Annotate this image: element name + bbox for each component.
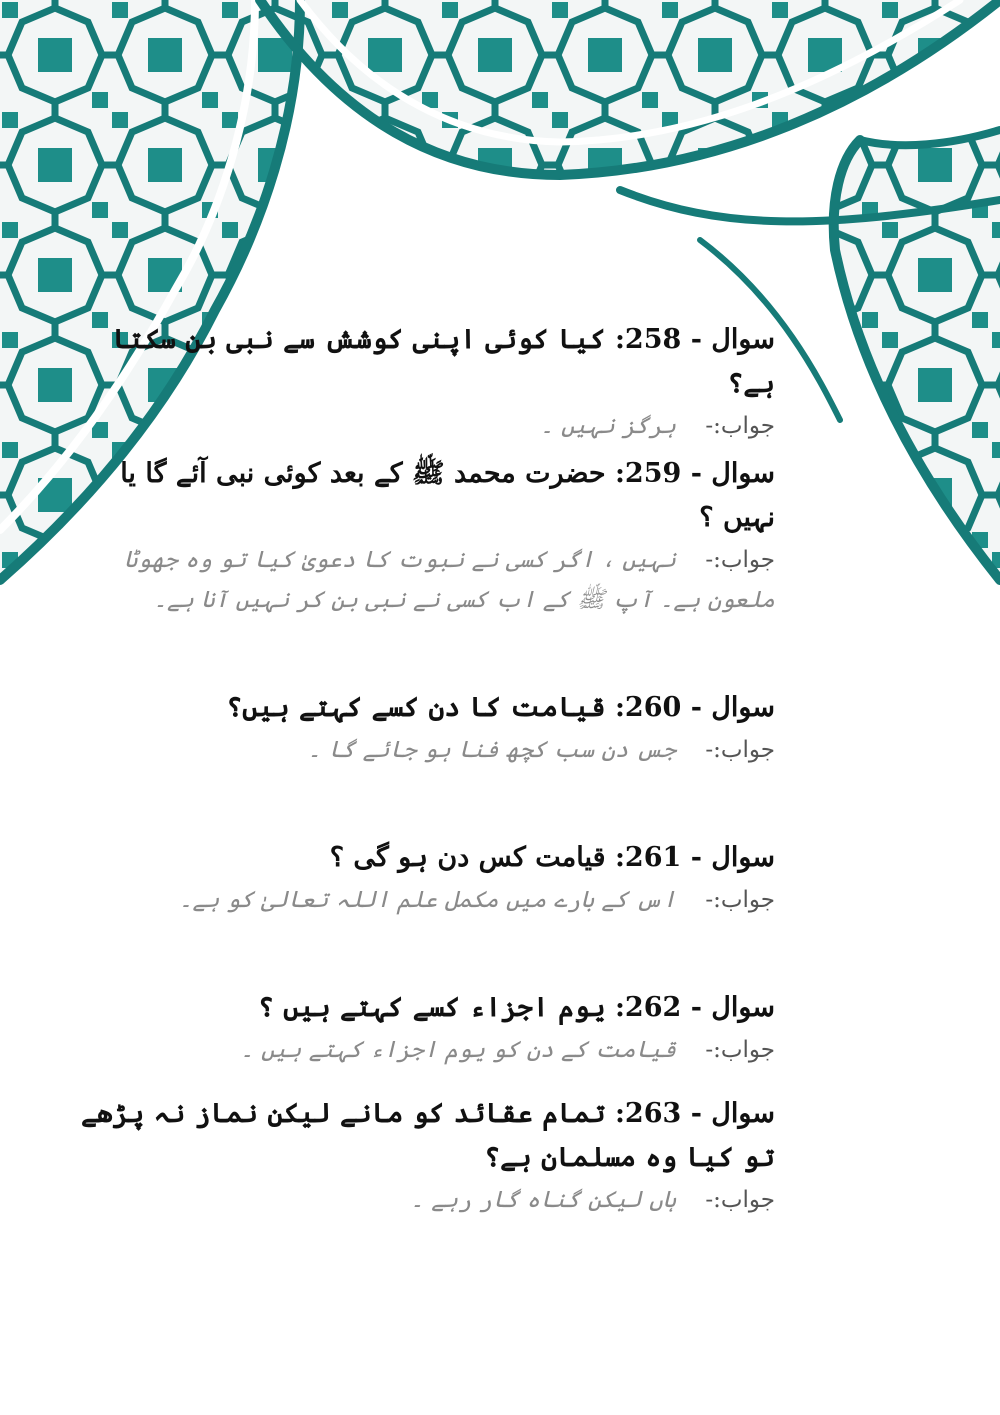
question-260 bbox=[70, 686, 775, 730]
question-label: سوال - 260: bbox=[614, 692, 775, 723]
answer-262 bbox=[70, 1030, 775, 1070]
qa-item-262 bbox=[70, 986, 775, 1070]
qa-item-261 bbox=[70, 836, 775, 920]
answer-263 bbox=[70, 1180, 775, 1220]
qa-item-259 bbox=[70, 452, 775, 620]
answer-text: جس دن سب کچھ فنا ہو جائے گا ۔ bbox=[307, 737, 677, 763]
question-text: تمام عقائد کو مانے لیکن نماز نہ پڑھے تو کیا وہ مسلمان ہے؟ bbox=[80, 1098, 775, 1173]
question-262 bbox=[70, 986, 775, 1030]
question-261 bbox=[70, 836, 775, 880]
answer-text: قیامت کے دن کو یوم اجزاء کہتے ہیں ۔ bbox=[240, 1037, 677, 1063]
question-label: سوال - 262: bbox=[614, 992, 775, 1023]
answer-259 bbox=[70, 540, 775, 620]
qa-list bbox=[70, 318, 775, 1220]
answer-label: جواب:- bbox=[705, 737, 775, 763]
question-259 bbox=[70, 452, 775, 540]
answer-260 bbox=[70, 730, 775, 770]
answer-label: جواب:- bbox=[705, 413, 775, 439]
question-263 bbox=[70, 1092, 775, 1180]
question-label: سوال - 263: bbox=[614, 1098, 775, 1129]
qa-item-258 bbox=[70, 318, 775, 446]
qa-item-263 bbox=[70, 1092, 775, 1220]
question-label: سوال - 259: bbox=[614, 458, 775, 489]
question-text: قیامت کس دن ہو گی ؟ bbox=[329, 842, 606, 873]
question-label: سوال - 261: bbox=[614, 842, 775, 873]
qa-item-260 bbox=[70, 686, 775, 770]
answer-text: نہیں ، اگر کسی نے نبوت کا دعویٰ کیا تو وہ جھوٹا ملعون ہے۔ آپ ﷺ کے اب کسی نے نبی بن کر نہیں آنا ہے۔ bbox=[123, 547, 775, 613]
question-text: کیا کوئی اپنی کوشش سے نبی بن سکتا ہے؟ bbox=[112, 324, 775, 399]
answer-text: اس کے بارے میں مکمل علم اللہ تعالیٰ کو ہے۔ bbox=[179, 887, 677, 913]
question-text: قیامت کا دن کسے کہتے ہیں؟ bbox=[226, 692, 606, 723]
answer-label: جواب:- bbox=[705, 1187, 775, 1213]
answer-label: جواب:- bbox=[705, 1037, 775, 1063]
question-text: یوم اجزاء کسے کہتے ہیں ؟ bbox=[257, 992, 606, 1023]
answer-label: جواب:- bbox=[705, 887, 775, 913]
question-text: حضرت محمد ﷺ کے بعد کوئی نبی آئے گا یا نہیں ؟ bbox=[120, 458, 775, 533]
question-label: سوال - 258: bbox=[614, 324, 775, 355]
answer-label: جواب:- bbox=[705, 547, 775, 573]
question-258 bbox=[70, 318, 775, 406]
answer-258 bbox=[70, 406, 775, 446]
answer-text: ہاں لیکن گناہ گار رہے ۔ bbox=[410, 1187, 677, 1213]
answer-text: ہرگز نہیں ۔ bbox=[540, 413, 677, 439]
answer-261 bbox=[70, 880, 775, 920]
